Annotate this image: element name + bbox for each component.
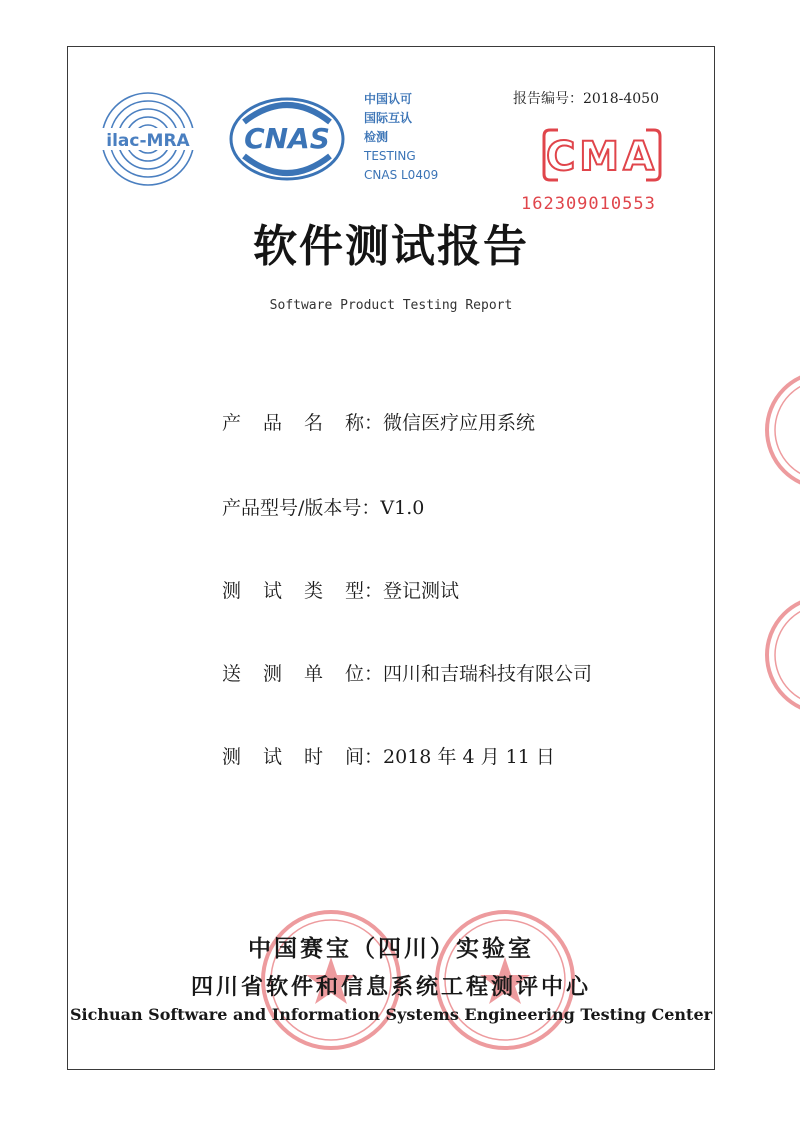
footer-lab-name: 中国赛宝（四川）实验室 (248, 936, 534, 962)
field-label: 送测单位 (222, 663, 365, 685)
edge-seal-top (760, 365, 800, 495)
field-value: 2018 年 4 月 11 日 (383, 746, 555, 768)
report-subtitle: Software Product Testing Report (269, 298, 513, 313)
field-value: 登记测试 (383, 580, 460, 602)
footer-center-name-cn: 四川省软件和信息系统工程测评中心 (190, 975, 591, 1000)
cnas-line-5: CNAS L0409 (364, 168, 439, 182)
field-value: 四川和吉瑞科技有限公司 (383, 663, 593, 685)
ilac-mra-logo (92, 86, 204, 192)
edge-seal-bottom (760, 590, 800, 720)
cma-code: 162309010553 (521, 194, 656, 214)
report-title: 软件测试报告 (253, 221, 529, 272)
field-separator: ： (364, 412, 384, 434)
field-test-date (222, 742, 555, 769)
ilac-logo-text: ilac-MRA (106, 131, 190, 151)
cnas-line-1: 中国认可 (364, 92, 413, 106)
cnas-line-4: TESTING (364, 149, 416, 163)
field-product-version (222, 493, 424, 520)
footer-center-name-en: Sichuan Software and Information Systems Engineering Testing Center (69, 1005, 713, 1024)
cnas-logo-text: CNAS (244, 122, 330, 155)
cnas-line-2: 国际互认 (364, 111, 413, 125)
field-label: 产品名称 (222, 412, 365, 434)
cma-logo-text: CMA (545, 134, 659, 180)
field-separator: ： (364, 746, 384, 768)
cnas-logo (224, 92, 350, 186)
cma-logo (540, 124, 664, 186)
field-product-name (222, 408, 535, 435)
field-test-type (222, 576, 459, 603)
field-label: 产品型号/版本号 (222, 497, 362, 519)
field-separator: ： (364, 663, 384, 685)
field-label: 测试时间 (222, 746, 365, 768)
field-value: V1.0 (380, 497, 425, 519)
field-label: 测试类型 (222, 580, 365, 602)
field-separator: ： (361, 497, 381, 519)
field-value: 微信医疗应用系统 (383, 412, 536, 434)
field-separator: ： (364, 580, 384, 602)
field-submitter (222, 659, 592, 686)
cnas-line-3: 检测 (364, 130, 389, 144)
report-number: 报告编号：2018-4050 (513, 91, 659, 107)
